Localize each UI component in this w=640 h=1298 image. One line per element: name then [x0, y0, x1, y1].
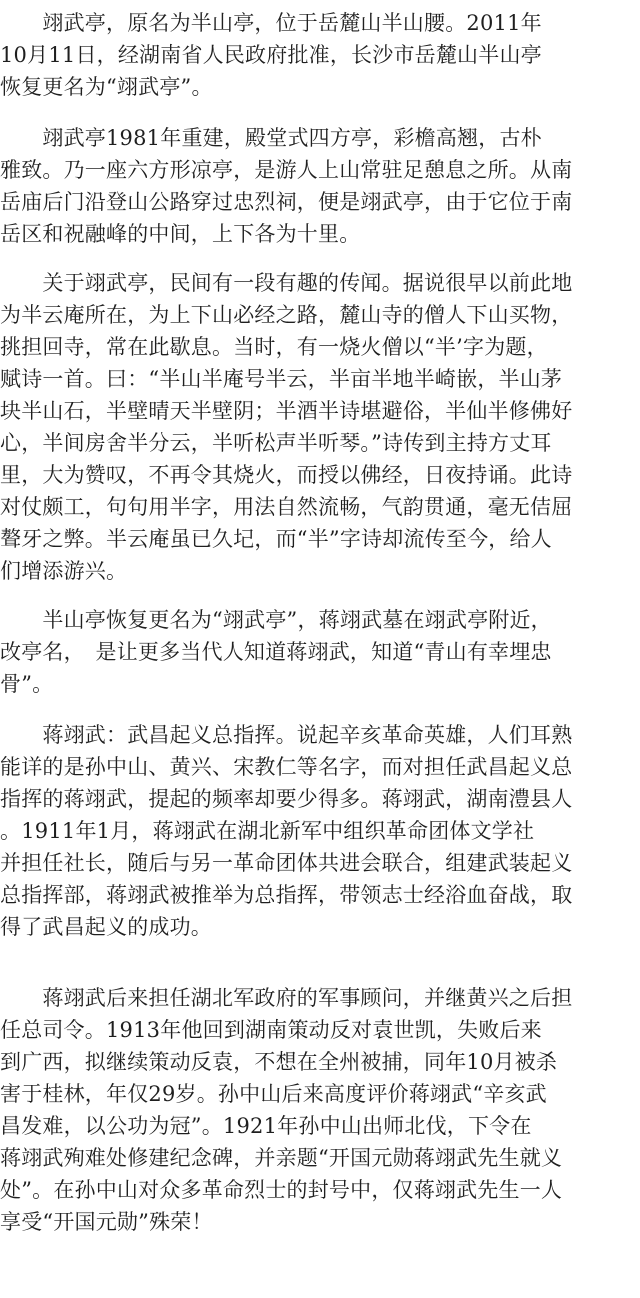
- text-line: 指挥的蒋翊武，提起的频率却要少得多。蒋翊武，湖南澧县人: [0, 787, 573, 811]
- text-line: 关于翊武亭，民间有一段有趣的传闻。据说很早以前此地: [0, 271, 573, 295]
- text-line: 为半云庵所在，为上下山必经之路，麓山寺的僧人下山买物，: [0, 303, 573, 327]
- text-line: 心，半间房舍半分云，半听松声半听琴。”诗传到主持方丈耳: [0, 431, 552, 455]
- text-line: 总指挥部，蒋翊武被推举为总指挥，带领志士经浴血奋战，取: [0, 883, 573, 907]
- text-line: 翊武亭，原名为半山亭，位于岳麓山半山腰。2011年: [0, 11, 542, 35]
- text-line: 害于桂林，年仅29岁。孙中山后来高度评价蒋翊武“辛亥武: [0, 1082, 547, 1106]
- text-line: 骨”。: [0, 672, 54, 696]
- text-line: 昌发难，以公功为冠”。1921年孙中山出师北伐，下令在: [0, 1114, 532, 1138]
- text-line: 半山亭恢复更名为“翊武亭”，蒋翊武墓在翊武亭附近，: [0, 608, 552, 632]
- text-line: 岳庙后门沿登山公路穿过忠烈祠，便是翊武亭，由于它位于南: [0, 190, 573, 214]
- text-line: 聱牙之弊。半云庵虽已久圮，而“半”字诗却流传至今，给人: [0, 527, 552, 551]
- text-line: 10月11日，经湖南省人民政府批准，长沙市岳麓山半山亭: [0, 43, 542, 67]
- text-line: 改亭名， 是让更多当代人知道蒋翊武，知道“青山有幸埋忠: [0, 640, 552, 664]
- text-line: 能详的是孙中山、黄兴、宋教仁等名字，而对担任武昌起义总: [0, 755, 573, 779]
- text-line: 到广西，拟继续策动反袁，不想在全州被捕，同年10月被杀: [0, 1050, 558, 1074]
- text-line: 蒋翊武殉难处修建纪念碑，并亲题“开国元勋蒋翊武先生就义: [0, 1146, 563, 1170]
- text-line: 里，大为赞叹，不再令其烧火，而授以佛经，日夜持诵。此诗: [0, 463, 573, 487]
- text-line: 岳区和祝融峰的中间，上下各为十里。: [0, 222, 361, 246]
- text-line: 处”。在孙中山对众多革命烈士的封号中，仅蒋翊武先生一人: [0, 1178, 563, 1202]
- text-line: 块半山石，半壁晴天半壁阴；半酒半诗堪避俗，半仙半修佛好: [0, 399, 573, 423]
- text-line: 蒋翊武后来担任湖北军政府的军事顾问，并继黄兴之后担: [0, 986, 573, 1010]
- text-line: 并担任社长，随后与另一革命团体共进会联合，组建武装起义: [0, 851, 573, 875]
- text-line: 对仗颇工，句句用半字，用法自然流畅，气韵贯通，毫无佶屈: [0, 495, 573, 519]
- text-line: 挑担回寺，常在此歇息。当时，有一烧火僧以“半’字为题，: [0, 335, 548, 359]
- text-line: 们增添游兴。: [0, 559, 128, 583]
- text-line: 。1911年1月，蒋翊武在湖北新军中组织革命团体文学社: [0, 819, 535, 843]
- text-line: 雅致。乃一座六方形凉亭，是游人上山常驻足憩息之所。从南: [0, 158, 573, 182]
- text-line: 享受“开国元勋”殊荣！: [0, 1210, 213, 1234]
- text-line: 得了武昌起义的成功。: [0, 915, 212, 939]
- text-line: 蒋翊武：武昌起义总指挥。说起辛亥革命英雄，人们耳熟: [0, 723, 573, 747]
- text-line: 恢复更名为“翊武亭”。: [0, 75, 213, 99]
- text-line: 任总司令。1913年他回到湖南策动反对袁世凯，失败后来: [0, 1018, 542, 1042]
- text-line: 翊武亭1981年重建，殿堂式四方亭，彩檐高翘，古朴: [0, 126, 542, 150]
- text-line: 赋诗一首。曰：“半山半庵号半云，半亩半地半崎嵌，半山茅: [0, 367, 563, 391]
